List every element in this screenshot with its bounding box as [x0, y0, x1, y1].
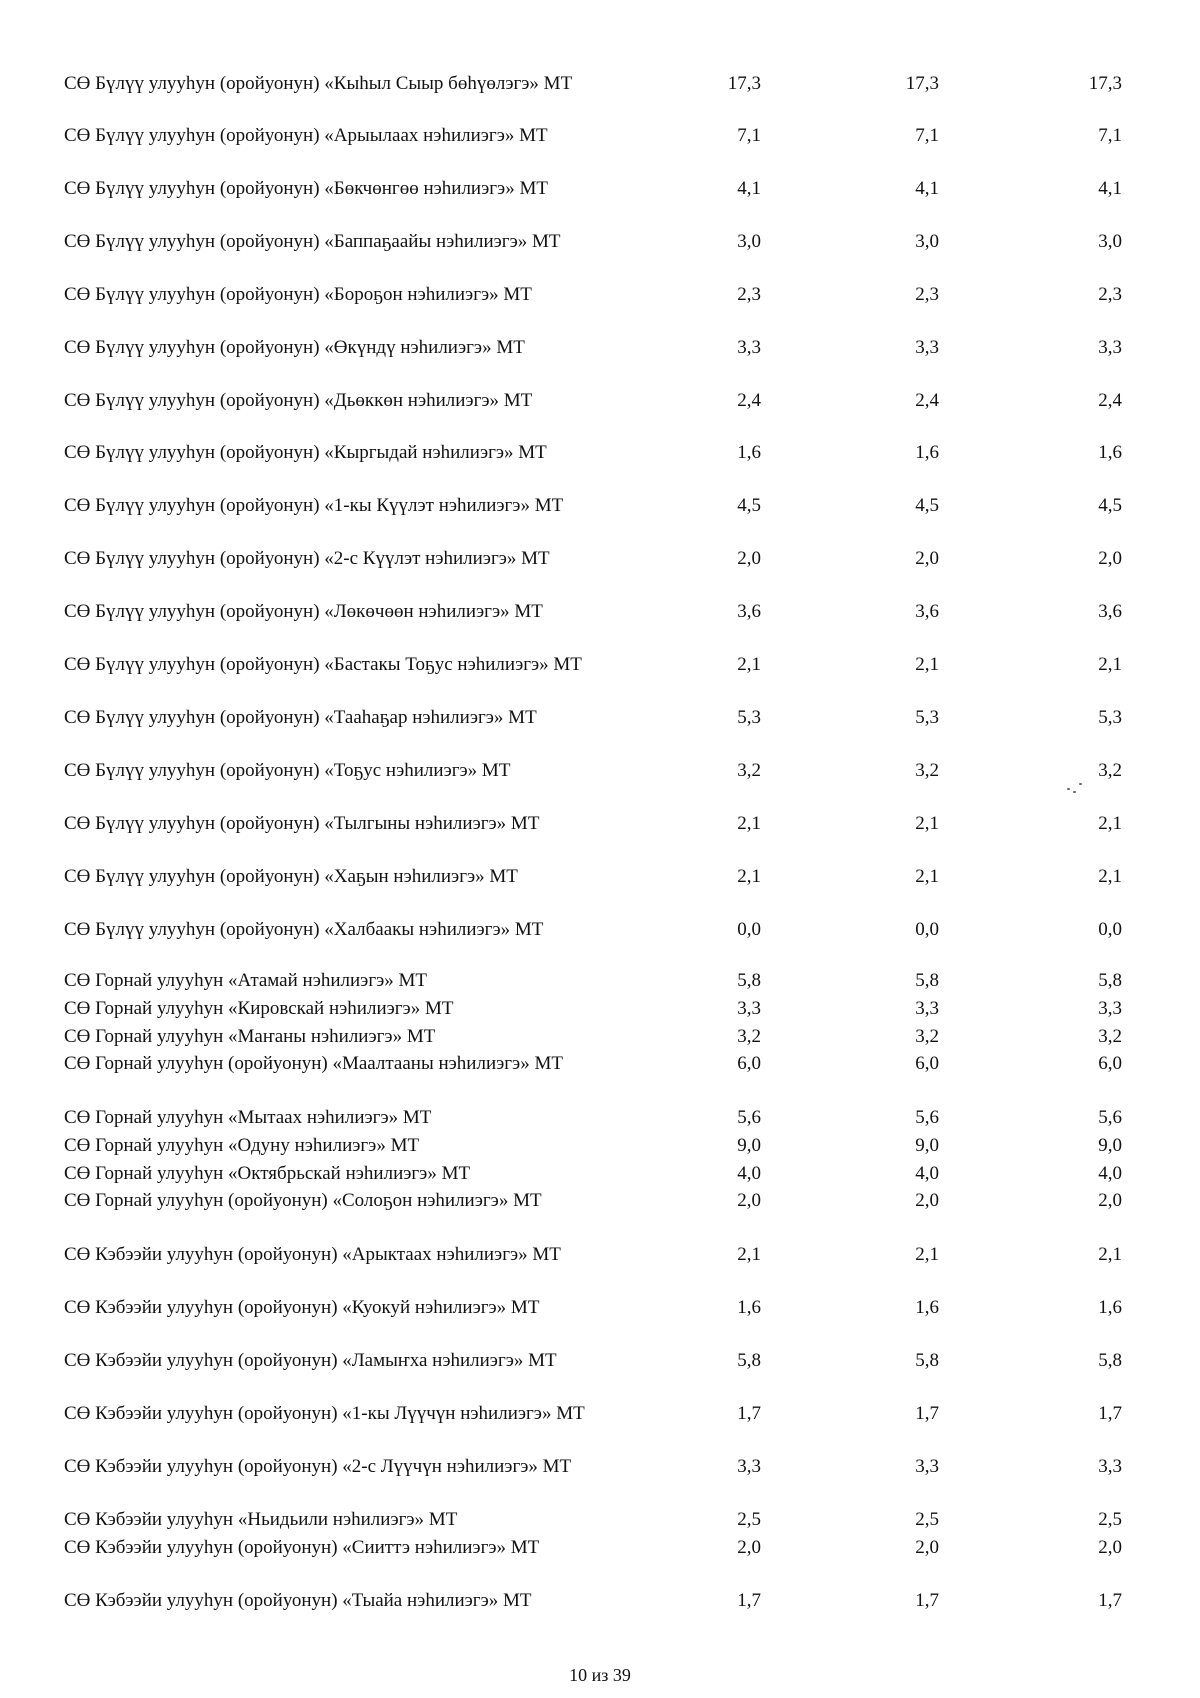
value-col-3: 2,5: [1098, 1509, 1122, 1530]
value-col-2: 2,0: [915, 1537, 939, 1558]
value-col-1: 3,2: [737, 760, 761, 781]
value-col-3: 1,7: [1098, 1590, 1122, 1611]
value-col-1: 1,6: [737, 442, 761, 463]
municipality-name: СӨ Бүлүү улууһун (оройуонун) «Өкүндү нэһилиэгэ» МТ: [64, 337, 525, 358]
value-col-2: 2,1: [915, 1244, 939, 1265]
value-col-2: 3,6: [915, 601, 939, 622]
value-col-1: 2,1: [737, 654, 761, 675]
value-col-3: 6,0: [1098, 1053, 1122, 1074]
value-col-2: 4,0: [915, 1163, 939, 1184]
value-col-3: 5,8: [1098, 1350, 1122, 1371]
value-col-2: 3,0: [915, 231, 939, 252]
value-col-1: 3,3: [737, 337, 761, 358]
municipality-name: СӨ Горнай улууһун «Кировскай нэһилиэгэ» МТ: [64, 998, 454, 1019]
municipality-name: СӨ Кэбээйи улууһун (оройуонун) «Тыайа нэһилиэгэ» МТ: [64, 1590, 532, 1611]
value-col-1: 4,0: [737, 1163, 761, 1184]
value-col-2: 3,3: [915, 998, 939, 1019]
value-col-1: 2,1: [737, 1244, 761, 1265]
municipality-name: СӨ Бүлүү улууһун (оройуонун) «Тааһаҕар нэһилиэгэ» МТ: [64, 707, 537, 728]
value-col-1: 3,6: [737, 601, 761, 622]
municipality-name: СӨ Кэбээйи улууһун (оройуонун) «Ламыҥха нэһилиэгэ» МТ: [64, 1350, 557, 1371]
municipality-name: СӨ Бүлүү улууһун (оройуонун) «Лөкөчөөн нэһилиэгэ» МТ: [64, 601, 543, 622]
value-col-2: 17,3: [905, 73, 939, 94]
value-col-2: 5,8: [915, 970, 939, 991]
value-col-3: 7,1: [1098, 125, 1122, 146]
municipality-name: СӨ Кэбээйи улууһун (оройуонун) «Куокуй нэһилиэгэ» МТ: [64, 1297, 540, 1318]
value-col-2: 2,4: [915, 390, 939, 411]
scan-speck: [1073, 791, 1076, 793]
municipality-name: СӨ Бүлүү улууһун (оройуонун) «2-с Күүлэт нэһилиэгэ» МТ: [64, 548, 550, 569]
municipality-name: СӨ Бүлүү улууһун (оройуонун) «Тылгыны нэһилиэгэ» МТ: [64, 813, 540, 834]
value-col-3: 2,1: [1098, 866, 1122, 887]
value-col-1: 1,7: [737, 1590, 761, 1611]
value-col-1: 2,0: [737, 1537, 761, 1558]
value-col-1: 9,0: [737, 1135, 761, 1156]
value-col-1: 2,5: [737, 1509, 761, 1530]
value-col-1: 3,2: [737, 1026, 761, 1047]
value-col-3: 2,0: [1098, 1537, 1122, 1558]
municipality-name: СӨ Кэбээйи улууһун (оройуонун) «1-кы Лүүчүн нэһилиэгэ» МТ: [64, 1403, 585, 1424]
municipality-name: СӨ Бүлүү улууһун (оройуонун) «Баппаҕаайы нэһилиэгэ» МТ: [64, 231, 561, 252]
value-col-3: 5,3: [1098, 707, 1122, 728]
municipality-name: СӨ Кэбээйи улууһун (оройуонун) «Сииттэ нэһилиэгэ» МТ: [64, 1537, 540, 1558]
value-col-3: 4,0: [1098, 1163, 1122, 1184]
value-col-3: 2,0: [1098, 1190, 1122, 1211]
municipality-name: СӨ Бүлүү улууһун (оройуонун) «Дьөккөн нэһилиэгэ» МТ: [64, 390, 533, 411]
value-col-2: 2,1: [915, 866, 939, 887]
municipality-name: СӨ Бүлүү улууһун (оройуонун) «Кыһыл Сыыр бөһүөлэгэ» МТ: [64, 73, 573, 94]
municipality-name: СӨ Горнай улууһун «Одуну нэһилиэгэ» МТ: [64, 1135, 420, 1156]
value-col-1: 1,6: [737, 1297, 761, 1318]
municipality-name: СӨ Бүлүү улууһун (оройуонун) «Тоҕус нэһилиэгэ» МТ: [64, 760, 511, 781]
value-col-2: 2,5: [915, 1509, 939, 1530]
value-col-1: 2,4: [737, 390, 761, 411]
value-col-2: 2,1: [915, 654, 939, 675]
value-col-3: 3,3: [1098, 998, 1122, 1019]
municipality-name: СӨ Бүлүү улууһун (оройуонун) «Бөкчөнгөө нэһилиэгэ» МТ: [64, 178, 548, 199]
value-col-3: 2,0: [1098, 548, 1122, 569]
value-col-2: 3,3: [915, 1456, 939, 1477]
municipality-name: СӨ Бүлүү улууһун (оройуонун) «Арыылаах нэһилиэгэ» МТ: [64, 125, 548, 146]
value-col-2: 3,2: [915, 1026, 939, 1047]
value-col-1: 2,3: [737, 284, 761, 305]
value-col-3: 2,1: [1098, 654, 1122, 675]
municipality-name: СӨ Горнай улууһун «Октябрьскай нэһилиэгэ» МТ: [64, 1163, 471, 1184]
value-col-1: 1,7: [737, 1403, 761, 1424]
municipality-name: СӨ Кэбээйи улууһун (оройуонун) «2-с Лүүчүн нэһилиэгэ» МТ: [64, 1456, 572, 1477]
value-col-1: 3,3: [737, 1456, 761, 1477]
value-col-2: 5,8: [915, 1350, 939, 1371]
value-col-1: 3,0: [737, 231, 761, 252]
value-col-3: 17,3: [1088, 73, 1122, 94]
value-col-3: 2,1: [1098, 813, 1122, 834]
value-col-2: 2,0: [915, 1190, 939, 1211]
value-col-3: 1,6: [1098, 442, 1122, 463]
value-col-3: 2,1: [1098, 1244, 1122, 1265]
municipality-name: СӨ Горнай улууһун (оройуонун) «Маалтааны нэһилиэгэ» МТ: [64, 1053, 563, 1074]
value-col-2: 6,0: [915, 1053, 939, 1074]
value-col-2: 3,3: [915, 337, 939, 358]
value-col-3: 2,4: [1098, 390, 1122, 411]
value-col-2: 5,6: [915, 1107, 939, 1128]
value-col-1: 2,1: [737, 813, 761, 834]
municipality-name: СӨ Горнай улууһун «Атамай нэһилиэгэ» МТ: [64, 970, 428, 991]
value-col-3: 2,3: [1098, 284, 1122, 305]
value-col-2: 2,1: [915, 813, 939, 834]
value-col-2: 1,7: [915, 1403, 939, 1424]
value-col-3: 3,3: [1098, 1456, 1122, 1477]
value-col-2: 2,0: [915, 548, 939, 569]
value-col-1: 4,1: [737, 178, 761, 199]
value-col-2: 7,1: [915, 125, 939, 146]
value-col-2: 1,6: [915, 442, 939, 463]
value-col-1: 3,3: [737, 998, 761, 1019]
value-col-1: 7,1: [737, 125, 761, 146]
value-col-3: 5,8: [1098, 970, 1122, 991]
value-col-1: 5,6: [737, 1107, 761, 1128]
municipality-name: СӨ Бүлүү улууһун (оройуонун) «Халбаакы нэһилиэгэ» МТ: [64, 919, 544, 940]
value-col-2: 1,6: [915, 1297, 939, 1318]
value-col-3: 5,6: [1098, 1107, 1122, 1128]
municipality-name: СӨ Кэбээйи улууһун «Ньидьили нэһилиэгэ» МТ: [64, 1509, 458, 1530]
value-col-1: 17,3: [727, 73, 761, 94]
municipality-name: СӨ Горнай улууһун «Мытаах нэһилиэгэ» МТ: [64, 1107, 432, 1128]
scan-speck: [1079, 783, 1082, 785]
value-col-3: 0,0: [1098, 919, 1122, 940]
value-col-2: 4,1: [915, 178, 939, 199]
municipality-name: СӨ Бүлүү улууһун (оройуонун) «Бороҕон нэһилиэгэ» МТ: [64, 284, 532, 305]
value-col-1: 2,0: [737, 548, 761, 569]
value-col-3: 1,6: [1098, 1297, 1122, 1318]
value-col-1: 0,0: [737, 919, 761, 940]
value-col-1: 6,0: [737, 1053, 761, 1074]
value-col-3: 3,0: [1098, 231, 1122, 252]
scan-speck: [1067, 788, 1070, 790]
municipality-name: СӨ Бүлүү улууһун (оройуонун) «Бастакы Тоҕус нэһилиэгэ» МТ: [64, 654, 582, 675]
value-col-3: 4,1: [1098, 178, 1122, 199]
value-col-2: 9,0: [915, 1135, 939, 1156]
value-col-1: 5,8: [737, 970, 761, 991]
value-col-2: 0,0: [915, 919, 939, 940]
value-col-1: 5,8: [737, 1350, 761, 1371]
value-col-2: 2,3: [915, 284, 939, 305]
value-col-3: 3,2: [1098, 760, 1122, 781]
value-col-2: 4,5: [915, 495, 939, 516]
municipality-name: СӨ Бүлүү улууһун (оройуонун) «Хаҕын нэһилиэгэ» МТ: [64, 866, 518, 887]
value-col-3: 3,3: [1098, 337, 1122, 358]
value-col-1: 2,0: [737, 1190, 761, 1211]
municipality-name: СӨ Бүлүү улууһун (оройуонун) «1-кы Күүлэт нэһилиэгэ» МТ: [64, 495, 564, 516]
value-col-1: 5,3: [737, 707, 761, 728]
municipality-name: СӨ Горнай улууһун «Маҥаны нэһилиэгэ» МТ: [64, 1026, 436, 1047]
municipality-name: СӨ Кэбээйи улууһун (оройуонун) «Арыктаах нэһилиэгэ» МТ: [64, 1244, 561, 1265]
value-col-3: 9,0: [1098, 1135, 1122, 1156]
value-col-3: 4,5: [1098, 495, 1122, 516]
value-col-2: 3,2: [915, 760, 939, 781]
page-number: 10 из 39: [569, 1665, 631, 1685]
value-col-2: 1,7: [915, 1590, 939, 1611]
value-col-1: 2,1: [737, 866, 761, 887]
value-col-3: 3,6: [1098, 601, 1122, 622]
value-col-1: 4,5: [737, 495, 761, 516]
municipality-name: СӨ Горнай улууһун (оройуонун) «Солоҕон нэһилиэгэ» МТ: [64, 1190, 542, 1211]
value-col-3: 3,2: [1098, 1026, 1122, 1047]
value-col-2: 5,3: [915, 707, 939, 728]
value-col-3: 1,7: [1098, 1403, 1122, 1424]
municipality-name: СӨ Бүлүү улууһун (оройуонун) «Кыргыдай нэһилиэгэ» МТ: [64, 442, 547, 463]
